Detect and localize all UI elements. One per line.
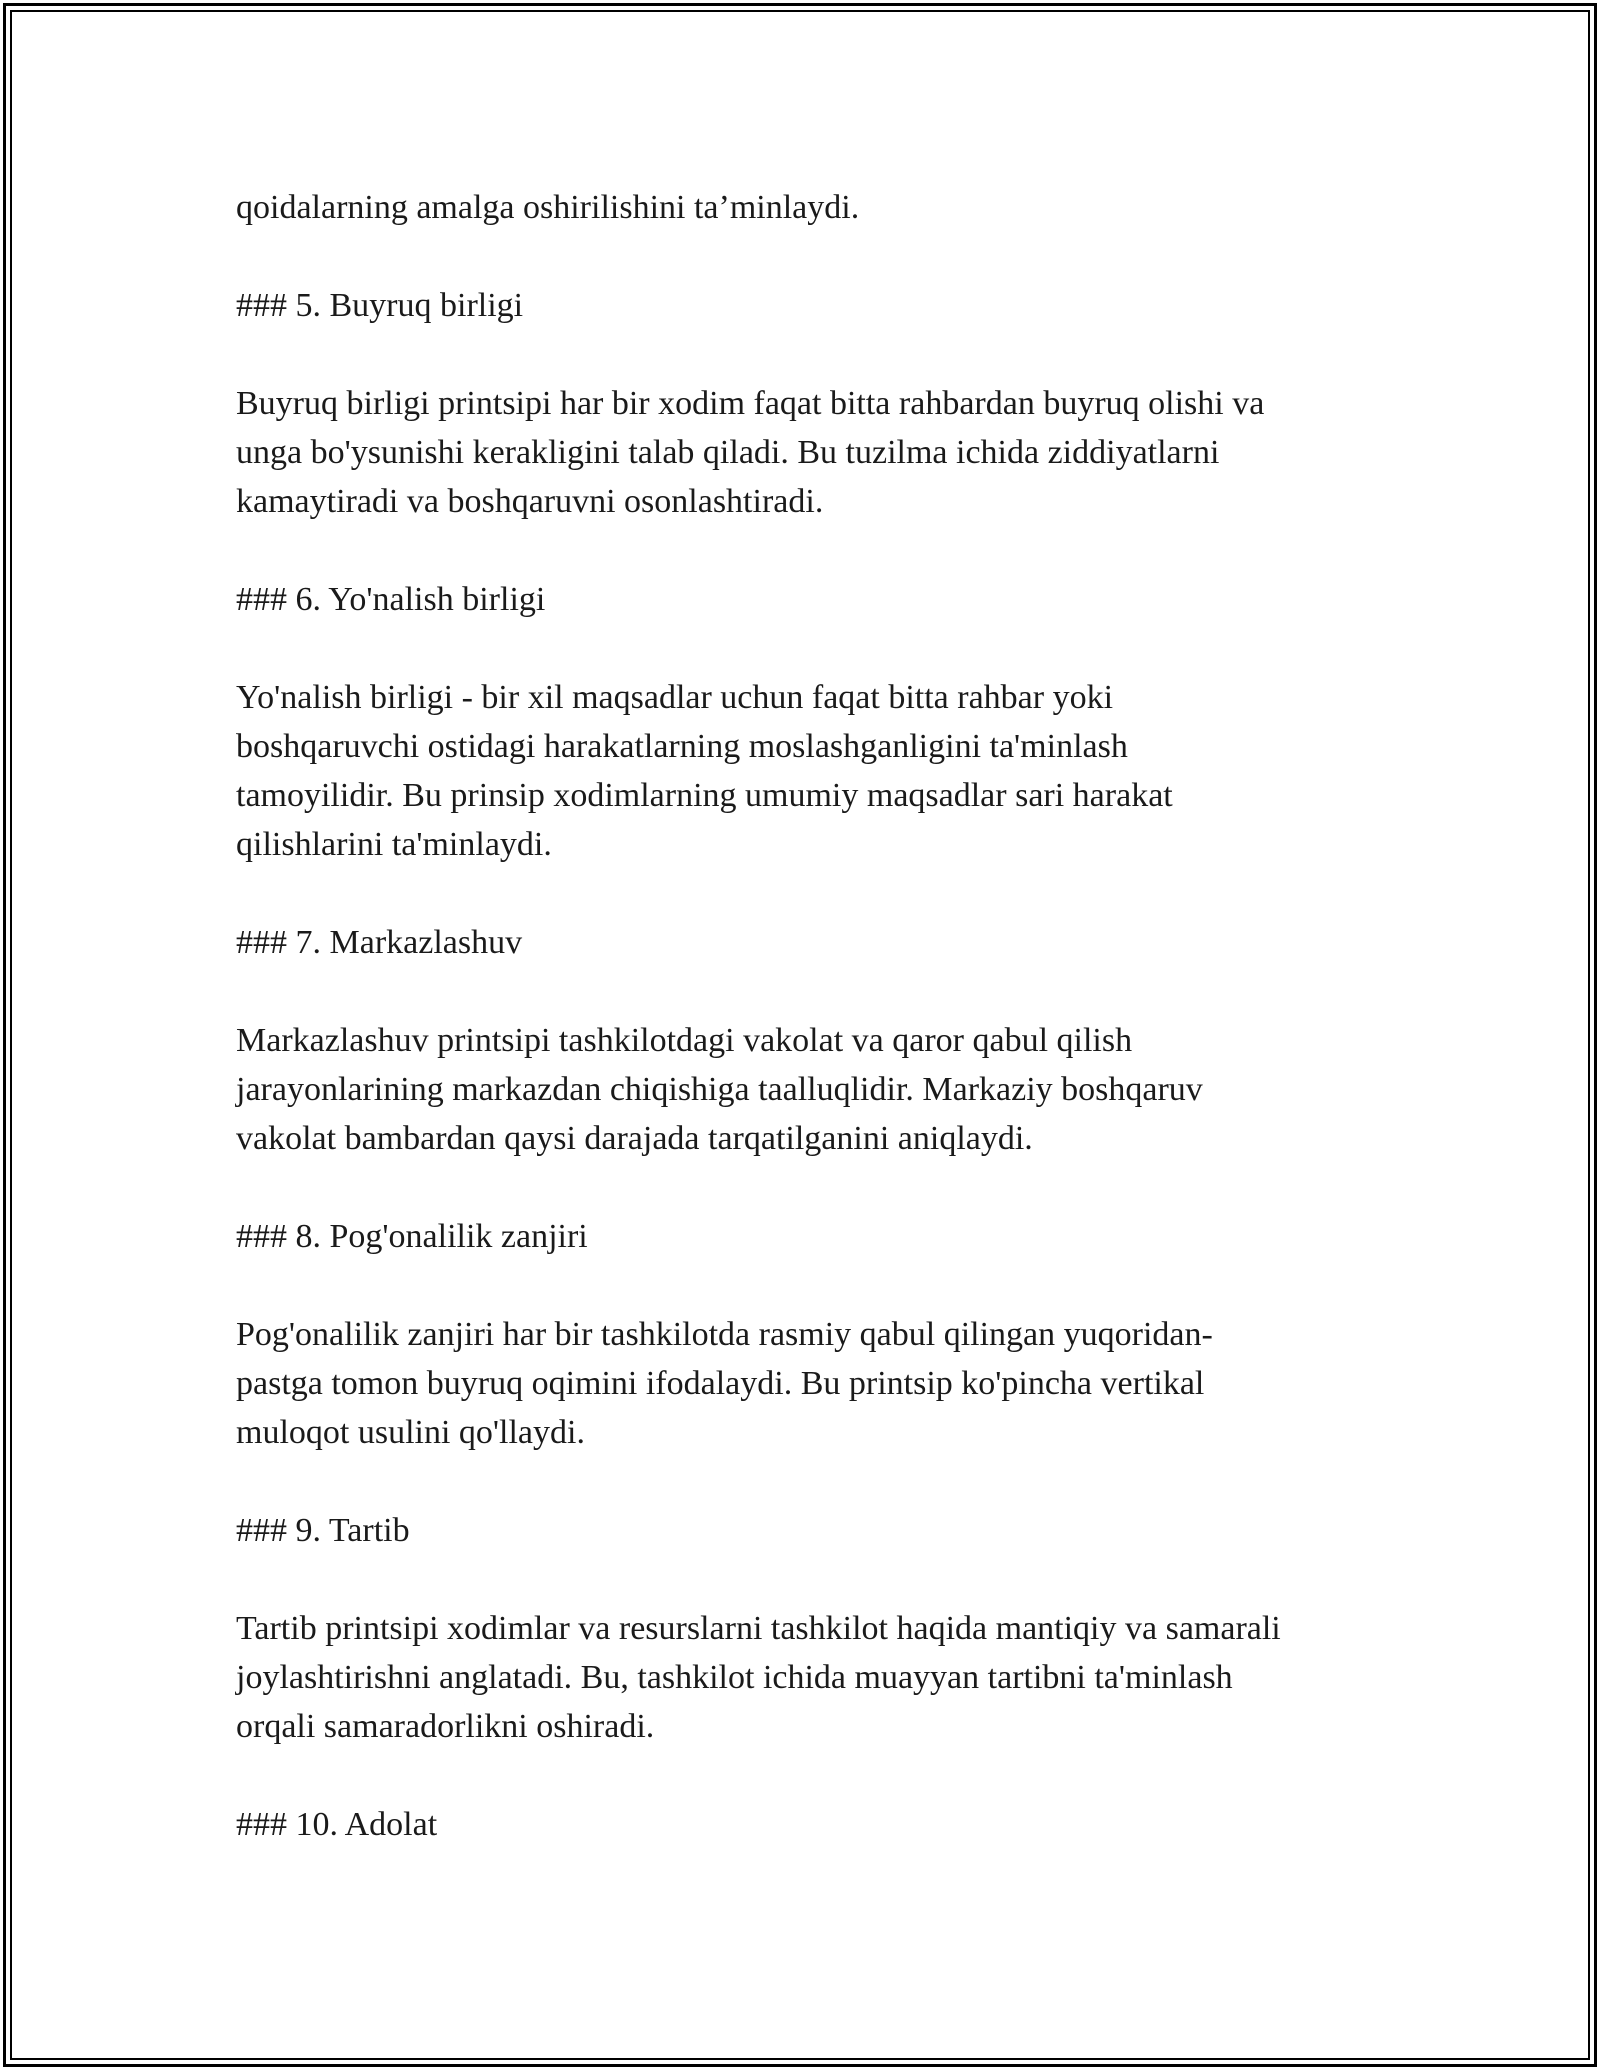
paragraph-line: tamoyilidir. Bu prinsip xodimlarning umumiy maqsadlar sari harakat	[236, 777, 1173, 814]
paragraph-line: Tartib printsipi xodimlar va resurslarni tashkilot haqida mantiqiy va samarali	[236, 1610, 1281, 1647]
paragraph-line: joylashtirishni anglatadi. Bu, tashkilot ichida muayyan tartibni ta'minlash	[236, 1659, 1233, 1696]
section-heading-10: ### 10. Adolat	[236, 1806, 438, 1843]
section-heading-8: ### 8. Pog'onalilik zanjiri	[236, 1218, 588, 1255]
blank-line	[236, 1457, 1386, 1506]
blank-line	[236, 526, 1386, 575]
blank-line	[236, 1163, 1386, 1212]
blank-line	[236, 967, 1386, 1016]
paragraph-line: vakolat bambardan qaysi darajada tarqatilganini aniqlaydi.	[236, 1120, 1033, 1157]
blank-line	[236, 1751, 1386, 1800]
paragraph-line: Buyruq birligi printsipi har bir xodim faqat bitta rahbardan buyruq olishi va	[236, 385, 1265, 422]
section-heading-5: ### 5. Buyruq birligi	[236, 287, 524, 324]
paragraph-line: pastga tomon buyruq oqimini ifodalaydi. Bu printsip ko'pincha vertikal	[236, 1365, 1205, 1402]
paragraph-line: kamaytiradi va boshqaruvni osonlashtiradi.	[236, 483, 824, 520]
paragraph-line: qilishlarini ta'minlaydi.	[236, 826, 552, 863]
blank-line	[236, 330, 1386, 379]
section-heading-9: ### 9. Tartib	[236, 1512, 410, 1549]
paragraph-line: Markazlashuv printsipi tashkilotdagi vakolat va qaror qabul qilish	[236, 1022, 1133, 1059]
paragraph-line: boshqaruvchi ostidagi harakatlarning moslashganligini ta'minlash	[236, 728, 1128, 765]
paragraph-line: unga bo'ysunishi kerakligini talab qiladi. Bu tuzilma ichida ziddiyatlarni	[236, 434, 1220, 471]
blank-line	[236, 232, 1386, 281]
blank-line	[236, 869, 1386, 918]
paragraph-line: qoidalarning amalga oshirilishini ta’minlaydi.	[236, 189, 860, 226]
paragraph-line: muloqot usulini qo'llaydi.	[236, 1414, 585, 1451]
document-body	[236, 183, 1386, 1849]
blank-line	[236, 1261, 1386, 1310]
paragraph-line: jarayonlarining markazdan chiqishiga taalluqlidir. Markaziy boshqaruv	[236, 1071, 1203, 1108]
section-heading-7: ### 7. Markazlashuv	[236, 924, 523, 961]
blank-line	[236, 1555, 1386, 1604]
paragraph-line: orqali samaradorlikni oshiradi.	[236, 1708, 655, 1745]
paragraph-line: Pog'onalilik zanjiri har bir tashkilotda rasmiy qabul qilingan yuqoridan-	[236, 1316, 1213, 1353]
blank-line	[236, 624, 1386, 673]
paragraph-line: Yo'nalish birligi - bir xil maqsadlar uchun faqat bitta rahbar yoki	[236, 679, 1114, 716]
section-heading-6: ### 6. Yo'nalish birligi	[236, 581, 546, 618]
